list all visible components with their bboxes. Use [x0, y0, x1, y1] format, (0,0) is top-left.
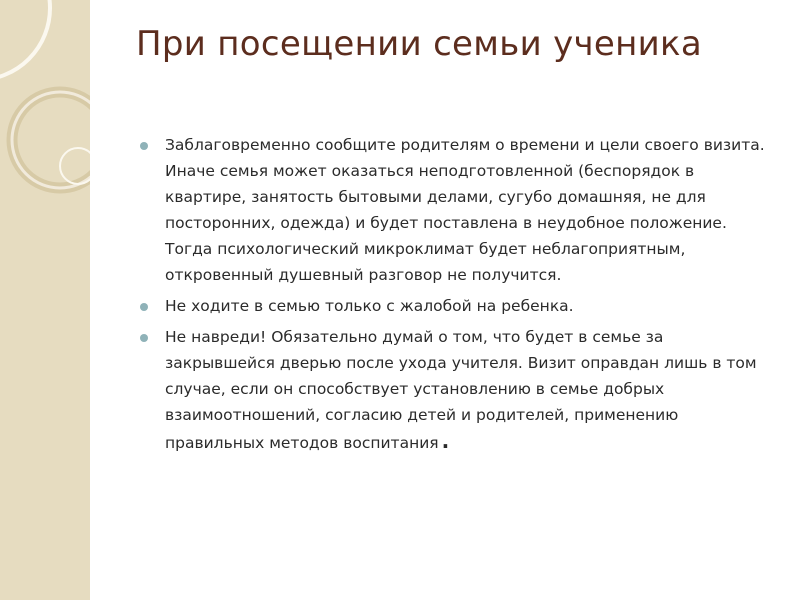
bullet-dot-icon — [140, 334, 148, 342]
bullet-item — [136, 132, 776, 288]
bullet-text: Не ходите в семью только с жалобой на ребенка. — [165, 297, 574, 315]
bullet-dot-icon — [140, 303, 148, 311]
slide-title: При посещении семьи ученика — [136, 24, 702, 64]
bullet-list — [136, 132, 776, 461]
bullet-end-period: . — [441, 429, 450, 453]
bullet-text: Не навреди! Обязательно думай о том, что будет в семье за закрывшейся дверью после ухода учителя. Визит оправдан лишь в том случае, если он способствует установлению в семье добрых взаимоотношений, согласию детей и родителей, применению правильных методов воспитания — [165, 328, 757, 452]
bullet-text: Заблаговременно сообщите родителям о времени и цели своего визита. Иначе семья может оказаться неподготовленной (беспорядок в квартире, занятость бытовыми делами, сугубо домашняя, не для посторонних, одежда) и будет поставлена в неудобное положение. Тогда психологический микроклимат будет неблагоприятным, откровенный душевный разговор не получится. — [165, 136, 765, 284]
bullet-item — [136, 293, 776, 319]
decorative-side-band — [0, 0, 90, 600]
bullet-dot-icon — [140, 142, 148, 150]
decorative-rings-icon — [0, 0, 90, 600]
bullet-item — [136, 324, 776, 456]
